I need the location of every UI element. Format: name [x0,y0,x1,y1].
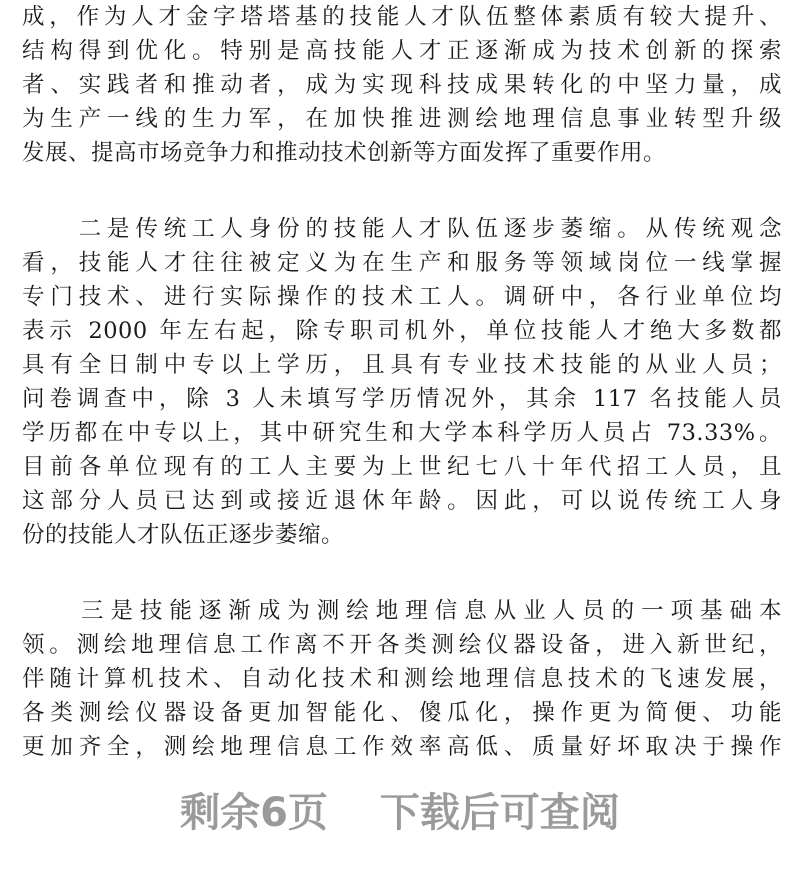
text-line: 这部分人员已达到或接近退休年龄。因此，可以说传统工人身 [22,488,782,514]
download-prompt[interactable] [0,788,800,838]
paragraph-1 [22,0,782,170]
remaining-pages-label: 剩余6页 [180,790,328,836]
text-line: 更加齐全，测绘地理信息工作效率高低、质量好坏取决于操作 [22,734,782,760]
text-line: 为生产一线的生力军，在加快推进测绘地理信息事业转型升级 [22,106,782,132]
paragraph-2 [22,212,782,552]
text-line: 具有全日制中专以上学历，且具有专业技术技能的从业人员； [22,352,782,378]
text-line: 领。测绘地理信息工作离不开各类测绘仪器设备，进入新世纪， [22,632,782,658]
text-line: 三是技能逐渐成为测绘地理信息从业人员的一项基础本 [22,598,782,624]
text-line: 看，技能人才往往被定义为在生产和服务等领域岗位一线掌握 [22,250,782,276]
text-line: 表示 2000 年左右起，除专职司机外，单位技能人才绝大多数都 [22,318,782,344]
text-line: 者、实践者和推动者，成为实现科技成果转化的中坚力量，成 [22,72,782,98]
text-line: 问卷调查中，除 3 人未填写学历情况外，其余 117 名技能人员 [22,386,782,412]
text-line: 成，作为人才金字塔塔基的技能人才队伍整体素质有较大提升、 [22,4,782,30]
text-line: 各类测绘仪器设备更加智能化、傻瓜化，操作更为简便、功能 [22,700,782,726]
download-to-view-label: 下载后可查阅 [379,790,620,836]
document-body [22,0,782,764]
text-line: 专门技术、进行实际操作的技术工人。调研中，各行业单位均 [22,284,782,310]
text-line: 二是传统工人身份的技能人才队伍逐步萎缩。从传统观念 [22,216,782,242]
text-line: 学历都在中专以上，其中研究生和大学本科学历人员占 73.33%。 [22,420,782,446]
text-line: 份的技能人才队伍正逐步萎缩。 [22,522,345,548]
text-line: 伴随计算机技术、自动化技术和测绘地理信息技术的飞速发展， [22,666,782,692]
text-line: 发展、提高市场竞争力和推动技术创新等方面发挥了重要作用。 [22,140,667,166]
text-line: 目前各单位现有的工人主要为上世纪七八十年代招工人员，且 [22,454,782,480]
paragraph-3 [22,594,782,764]
text-line: 结构得到优化。特别是高技能人才正逐渐成为技术创新的探索 [22,38,782,64]
